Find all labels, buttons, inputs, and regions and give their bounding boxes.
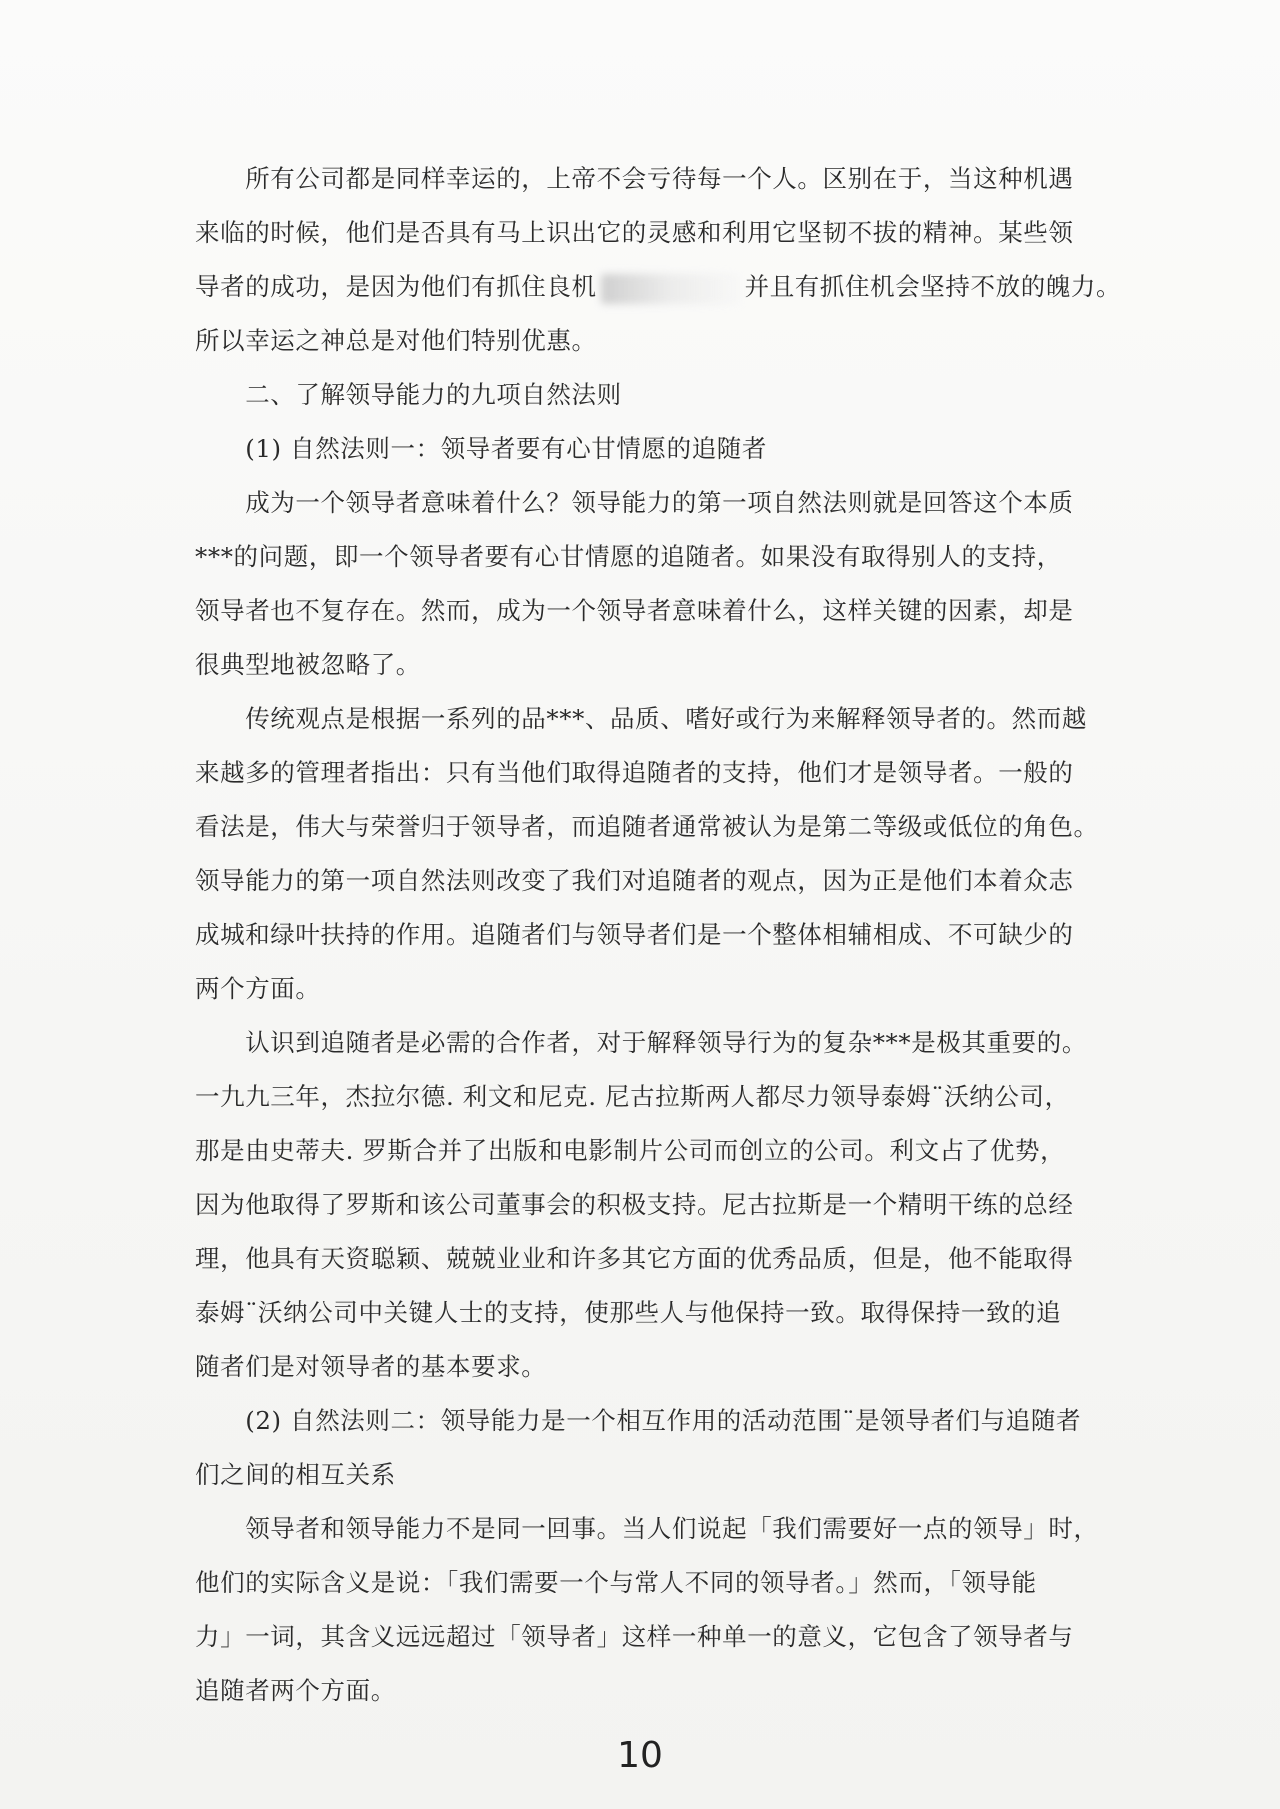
text-line: 理，他具有天资聪颖、兢兢业业和许多其它方面的优秀品质，但是，他不能取得	[195, 1244, 1074, 1273]
text-line	[195, 260, 1122, 314]
text-line: 传统观点是根据一系列的品***、品质、嗜好或行为来解释领导者的。然而越	[195, 704, 1087, 733]
text-line: 因为他取得了罗斯和该公司董事会的积极支持。尼古拉斯是一个精明干练的总经	[195, 1190, 1074, 1219]
text-line: 领导者也不复存在。然而，成为一个领导者意味着什么，这样关键的因素，却是	[195, 596, 1074, 625]
text-line: 他们的实际含义是说：「我们需要一个与常人不同的领导者。」然而，「领导能	[195, 1568, 1037, 1597]
text-line: 认识到追随者是必需的合作者，对于解释领导行为的复杂***是极其重要的。	[195, 1028, 1087, 1057]
text-line: ***的问题，即一个领导者要有心甘情愿的追随者。如果没有取得别人的支持，	[195, 542, 1062, 571]
text-line: 领导者和领导能力不是同一回事。当人们说起「我们需要好一点的领导」时，	[195, 1514, 1099, 1543]
body-text	[195, 152, 1122, 1718]
text-line: 两个方面。	[195, 974, 321, 1003]
text-line-tail: 并且有抓住机会坚持不放的魄力。	[744, 272, 1122, 301]
text-line: 看法是，伟大与荣誉归于领导者，而追随者通常被认为是第二等级或低位的角色。	[195, 812, 1099, 841]
text-line: 很典型地被忽略了。	[195, 650, 421, 679]
page-number: 10	[617, 1735, 663, 1776]
text-line: 成为一个领导者意味着什么？领导能力的第一项自然法则就是回答这个本质	[195, 488, 1074, 517]
subsection-heading: (1) 自然法则一：领导者要有心甘情愿的追随者	[195, 434, 767, 463]
text-line: 随者们是对领导者的基本要求。	[195, 1352, 547, 1381]
subsection-heading: (2) 自然法则二：领导能力是一个相互作用的活动范围¨是领导者们与追随者	[195, 1406, 1082, 1435]
text-line: 所有公司都是同样幸运的，上帝不会亏待每一个人。区别在于，当这种机遇	[195, 164, 1074, 193]
text-line: 来越多的管理者指出：只有当他们取得追随者的支持，他们才是领导者。一般的	[195, 758, 1074, 787]
text-line: 泰姆¨沃纳公司中关键人士的支持，使那些人与他保持一致。取得保持一致的追	[195, 1298, 1062, 1327]
text-line: 来临的时候，他们是否具有马上识出它的灵感和利用它坚韧不拔的精神。某些领	[195, 218, 1074, 247]
text-line: 追随者两个方面。	[195, 1676, 396, 1705]
text-line-head: 导者的成功，是因为他们有抓住良机	[195, 272, 597, 301]
text-line: 一九九三年，杰拉尔德. 利文和尼克. 尼古拉斯两人都尽力领导泰姆¨沃纳公司，	[195, 1082, 1070, 1111]
text-line: 力」一词，其含义远远超过「领导者」这样一种单一的意义，它包含了领导者与	[195, 1622, 1074, 1651]
section-heading: 二、了解领导能力的九项自然法则	[195, 380, 622, 409]
text-line: 成城和绿叶扶持的作用。追随者们与领导者们是一个整体相辅相成、不可缺少的	[195, 920, 1074, 949]
text-line: 领导能力的第一项自然法则改变了我们对追随者的观点，因为正是他们本着众志	[195, 866, 1074, 895]
text-line: 所以幸运之神总是对他们特别优惠。	[195, 326, 597, 355]
subsection-heading: 们之间的相互关系	[195, 1460, 396, 1489]
redaction-blur	[601, 274, 741, 304]
text-line: 那是由史蒂夫. 罗斯合并了出版和电影制片公司而创立的公司。利文占了优势，	[195, 1136, 1066, 1165]
